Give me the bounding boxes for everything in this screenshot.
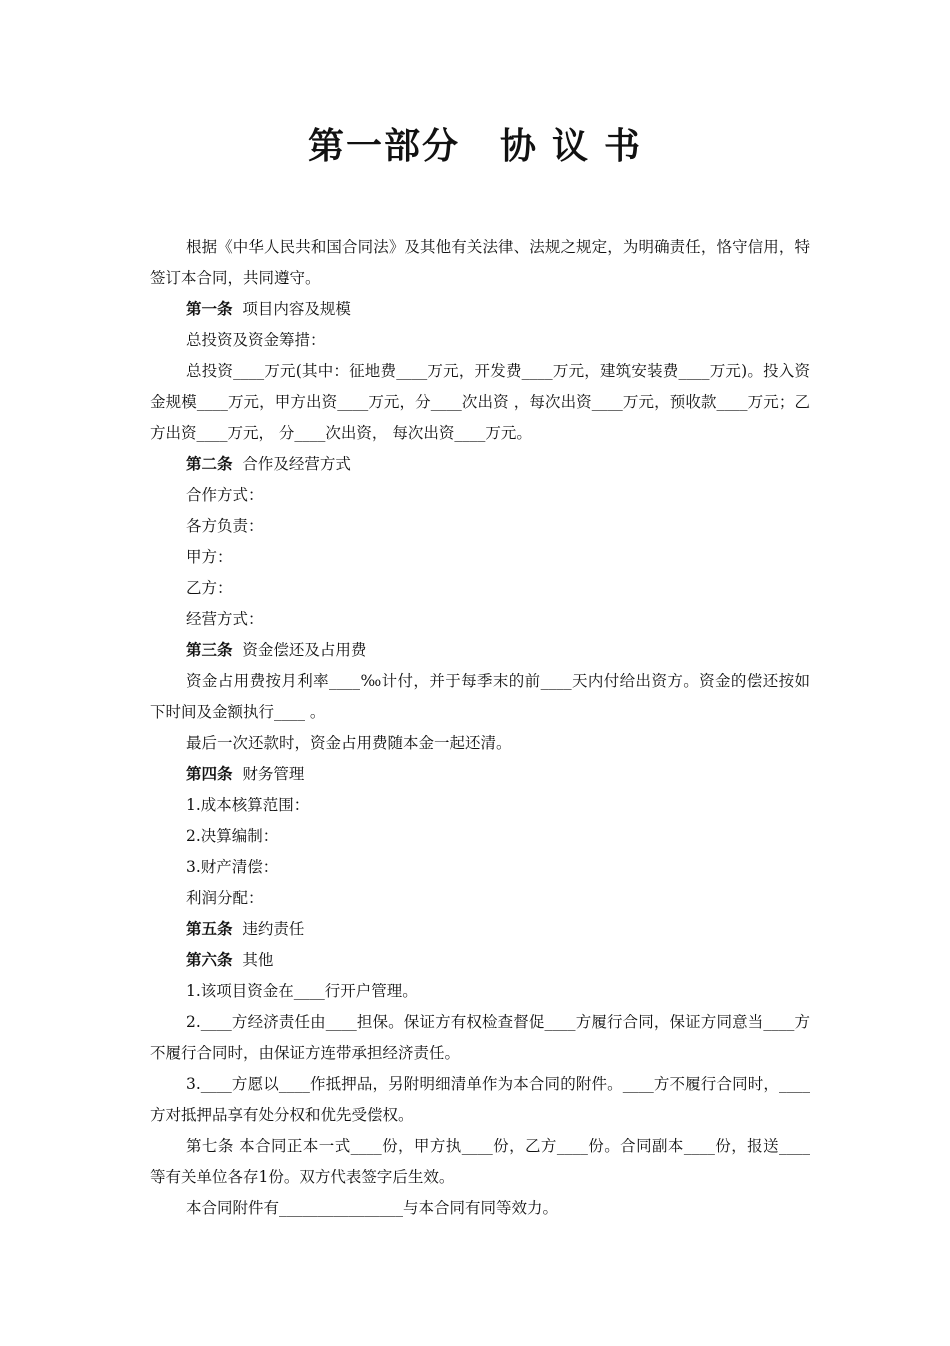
article-3-label: 第三条: [186, 641, 233, 659]
article-4-item-3: 3.财产清偿：: [186, 858, 279, 876]
article-5-label: 第五条: [186, 920, 233, 938]
article-2-heading: [150, 449, 810, 480]
article-4-item-4: 利润分配：: [186, 889, 264, 907]
article-4-item-2: 2.决算编制：: [186, 827, 279, 845]
title-char-2: 议: [552, 126, 591, 167]
article-4-label: 第四条: [186, 765, 233, 783]
document-body: [150, 232, 810, 1224]
article-6-item-3: 3.____方愿以____作抵押品，另附明细清单作为本合同的附件。____方不履行合同时，____方对抵押品享有处分权和优先受偿权。: [150, 1075, 810, 1124]
article-6-item-2: 2.____方经济责任由____担保。保证方有权检查督促____方履行合同，保证方同意当____方不履行合同时，由保证方连带承担经济责任。: [150, 1013, 810, 1062]
article-2-party-b: 乙方：: [186, 579, 233, 597]
article-6-item-1: 1.该项目资金在____行开户管理。: [186, 982, 418, 1000]
title-part: 第一部分: [307, 126, 460, 167]
article-2-label: 第二条: [186, 455, 233, 473]
article-1-line-1: 总投资及资金筹措：: [186, 331, 326, 349]
document-title: [0, 118, 950, 169]
article-3-line-1: 资金占用费按月利率____‰计付，并于每季末的前____天内付给出资方。资金的偿还按如下时间及金额执行____ 。: [150, 672, 810, 721]
article-7-paragraph: 第七条 本合同正本一式____份，甲方执____份，乙方____份。合同副本____份，报送____等有关单位各存1份。双方代表签字后生效。: [150, 1137, 810, 1186]
title-char-3: 书: [604, 126, 643, 167]
article-2-operation: 经营方式：: [186, 610, 264, 628]
article-3-line-2: 最后一次还款时，资金占用费随本金一起还清。: [186, 734, 512, 752]
article-3-heading: [150, 635, 810, 666]
title-char-1: 协: [499, 126, 538, 167]
article-1-line-2: 总投资____万元(其中：征地费____万元，开发费____万元，建筑安装费____万元)。投入资金规模____万元，甲方出资____万元，分____次出资 ，每次出资____万元，预收款____万元；乙方出资____万元， 分____次出资， 每次出资____万元。: [150, 362, 810, 442]
article-2-resp: 各方负责：: [186, 517, 264, 535]
preamble-paragraph: 根据《中华人民共和国合同法》及其他有关法律、法规之规定，为明确责任，恪守信用，特签订本合同，共同遵守。: [150, 238, 810, 287]
article-1-label: 第一条: [186, 300, 233, 318]
article-4-item-1: 1.成本核算范围：: [186, 796, 310, 814]
article-5-title: 违约责任: [242, 920, 305, 938]
article-4-heading: [150, 759, 810, 790]
article-2-party-a: 甲方：: [186, 548, 233, 566]
article-6-title: 其他: [242, 951, 274, 969]
article-3-title: 资金偿还及占用费: [242, 641, 367, 659]
article-6-heading: [150, 945, 810, 976]
article-4-title: 财务管理: [242, 765, 305, 783]
article-6-label: 第六条: [186, 951, 233, 969]
article-2-title: 合作及经营方式: [242, 455, 351, 473]
article-2-coop: 合作方式：: [186, 486, 264, 504]
article-1-heading: [150, 294, 810, 325]
article-5-heading: [150, 914, 810, 945]
article-1-title: 项目内容及规模: [242, 300, 351, 318]
annex-paragraph: 本合同附件有________________与本合同有同等效力。: [186, 1199, 559, 1217]
